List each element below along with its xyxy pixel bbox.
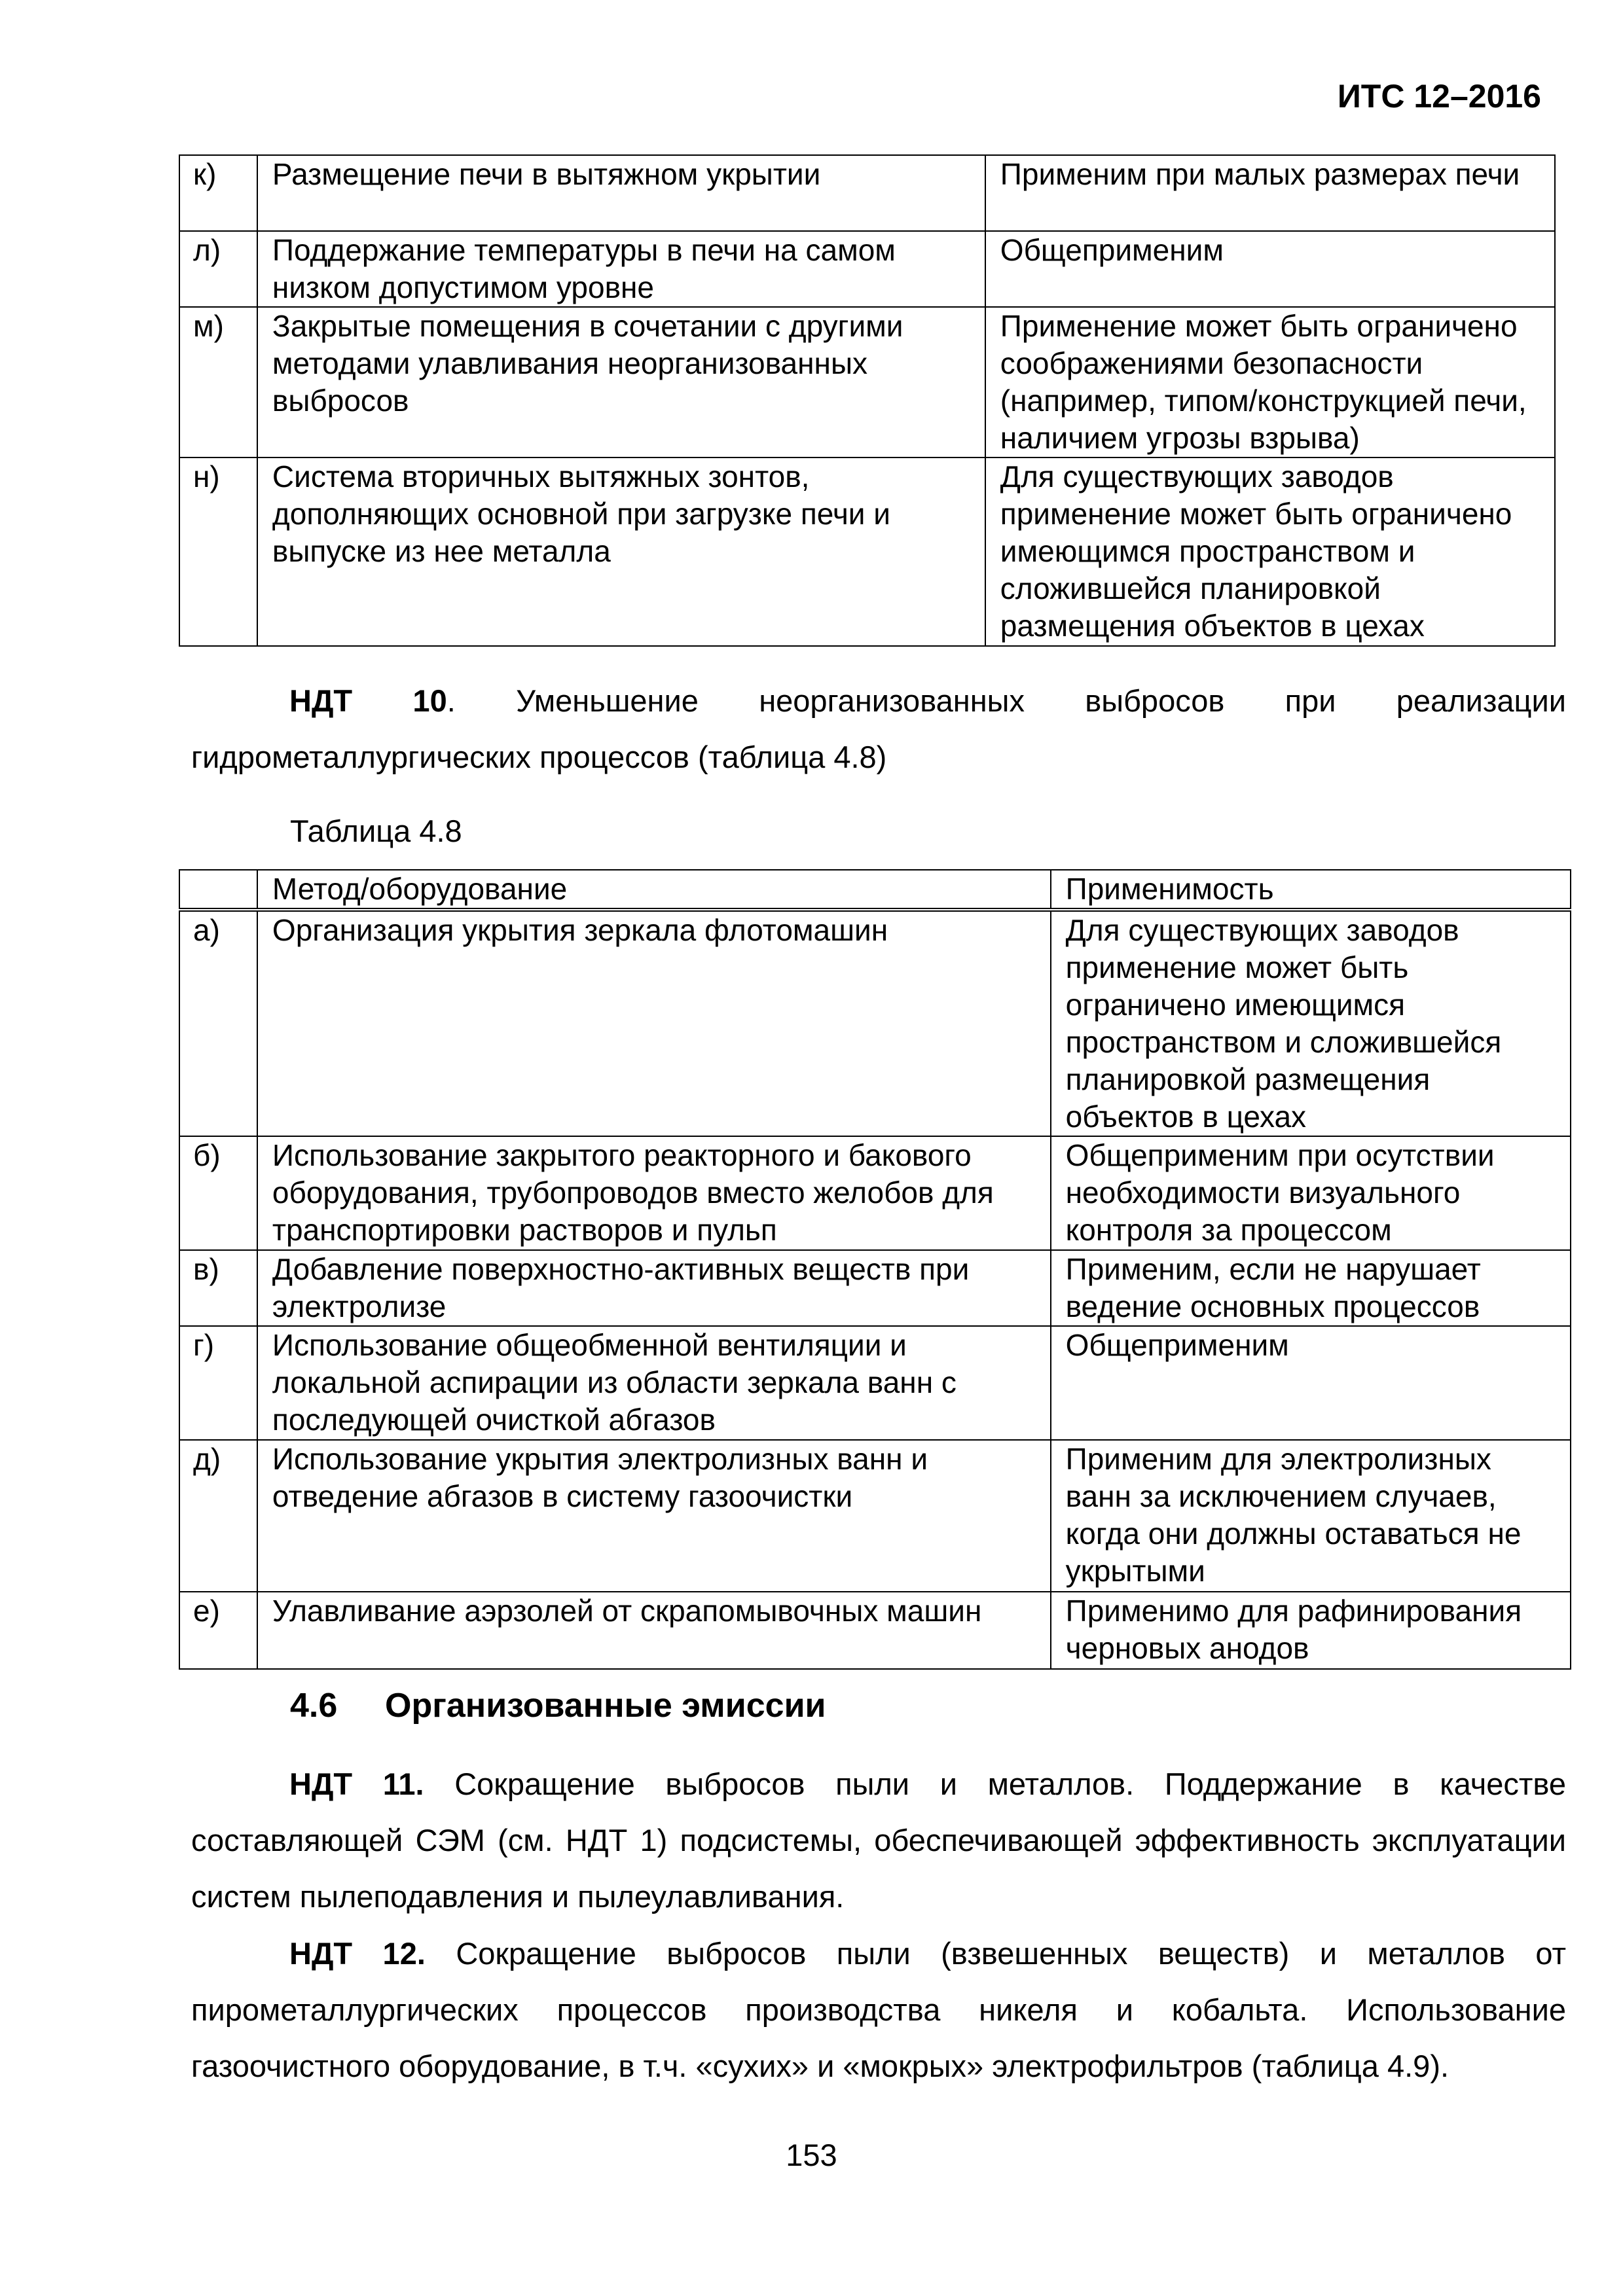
document-code-header: ИТС 12–2016	[1337, 78, 1541, 115]
method-cell: Добавление поверхностно-активных веществ при электролизе	[257, 1250, 1051, 1326]
method-cell: Организация укрытия зеркала флотомашин	[257, 910, 1051, 1136]
applicability-cell: Применим, если не нарушает ведение основных процессов	[1051, 1250, 1571, 1326]
ndt11-text: Сокращение выбросов пыли и металлов. Поддержание в качестве составляющей СЭМ (см. НДТ 1) подсистемы, обеспечивающей эффективность эксплуатации систем пылеподавления и пылеулавливания.	[191, 1767, 1567, 1914]
row-letter: л)	[179, 231, 257, 307]
method-cell: Использование укрытия электролизных ванн и отведение абгазов в систему газоочистки	[257, 1440, 1051, 1592]
method-cell: Использование закрытого реакторного и бакового оборудования, трубопроводов вместо желобов для транспортировки растворов и пульп	[257, 1136, 1051, 1250]
row-letter: а)	[179, 910, 257, 1136]
ndt12-label: НДТ 12.	[289, 1936, 426, 1971]
table-row	[179, 457, 1555, 646]
table-row	[179, 910, 1571, 1136]
method-cell: Система вторичных вытяжных зонтов, дополняющих основной при загрузке печи и выпуске из нее металла	[257, 457, 985, 646]
row-letter: к)	[179, 155, 257, 231]
table-row	[179, 307, 1555, 457]
method-cell: Улавливание аэрзолей от скрапомывочных машин	[257, 1592, 1051, 1669]
bat-table-continued	[179, 154, 1556, 647]
table-row	[179, 1250, 1571, 1326]
ndt10-paragraph	[191, 673, 1566, 785]
method-cell: Размещение печи в вытяжном укрытии	[257, 155, 985, 231]
table-row	[179, 1440, 1571, 1592]
table-header-row	[179, 870, 1571, 910]
applicability-cell: Общеприменим	[1051, 1326, 1571, 1440]
row-letter: е)	[179, 1592, 257, 1669]
method-cell: Поддержание температуры в печи на самом низком допустимом уровне	[257, 231, 985, 307]
method-cell: Использование общеобменной вентиляции и локальной аспирации из области зеркала ванн с последующей очисткой абгазов	[257, 1326, 1051, 1440]
bat-table-4-8	[179, 869, 1571, 1670]
table-row	[179, 155, 1555, 231]
applicability-cell: Общеприменим при осутствии необходимости визуального контроля за процессом	[1051, 1136, 1571, 1250]
section-title: Организованные эмиссии	[385, 1687, 826, 1725]
table-row	[179, 1326, 1571, 1440]
ndt10-text: . Уменьшение неорганизованных выбросов при реализации гидрометаллургических процессов (таблица 4.8)	[191, 683, 1566, 774]
applicability-cell: Для существующих заводов применение может быть ограничено имеющимся пространством и сложившейся планировкой размещения объектов в цехах	[985, 457, 1555, 646]
row-letter: в)	[179, 1250, 257, 1326]
ndt12-text: Сокращение выбросов пыли (взвешенных веществ) и металлов от пирометаллургических процессов производства никеля и кобальта. Использование газоочистного оборудование, в т.ч. «сухих» и «мокрых» электрофильтров (таблица 4.9).	[191, 1936, 1566, 2083]
header-letter	[179, 870, 257, 910]
row-letter: м)	[179, 307, 257, 457]
applicability-cell: Применение может быть ограничено соображениями безопасности (например, типом/конструкцией печи, наличием угрозы взрыва)	[985, 307, 1555, 457]
applicability-cell: Для существующих заводов применение может быть ограничено имеющимся пространством и сложившейся планировкой размещения объектов в цехах	[1051, 910, 1571, 1136]
row-letter: н)	[179, 457, 257, 646]
ndt10-label: НДТ 10	[289, 683, 447, 718]
ndt12-paragraph	[191, 1926, 1566, 2094]
section-heading	[290, 1686, 826, 1725]
section-number: 4.6	[290, 1687, 338, 1725]
applicability-cell: Применимо для рафинирования черновых анодов	[1051, 1592, 1571, 1669]
header-method: Метод/оборудование	[257, 870, 1051, 910]
row-letter: б)	[179, 1136, 257, 1250]
table-row	[179, 231, 1555, 307]
row-letter: г)	[179, 1326, 257, 1440]
applicability-cell: Применим при малых размерах печи	[985, 155, 1555, 231]
page-number: 153	[786, 2138, 837, 2172]
method-cell: Закрытые помещения в сочетании с другими методами улавливания неорганизованных выбросов	[257, 307, 985, 457]
ndt11-paragraph	[191, 1756, 1566, 1925]
table-caption: Таблица 4.8	[290, 814, 462, 848]
applicability-cell: Применим для электролизных ванн за исключением случаев, когда они должны оставаться не укрытыми	[1051, 1440, 1571, 1592]
table-row	[179, 1592, 1571, 1669]
table-row	[179, 1136, 1571, 1250]
row-letter: д)	[179, 1440, 257, 1592]
applicability-cell: Общеприменим	[985, 231, 1555, 307]
header-applicability: Применимость	[1051, 870, 1571, 910]
ndt11-label: НДТ 11.	[289, 1767, 424, 1801]
